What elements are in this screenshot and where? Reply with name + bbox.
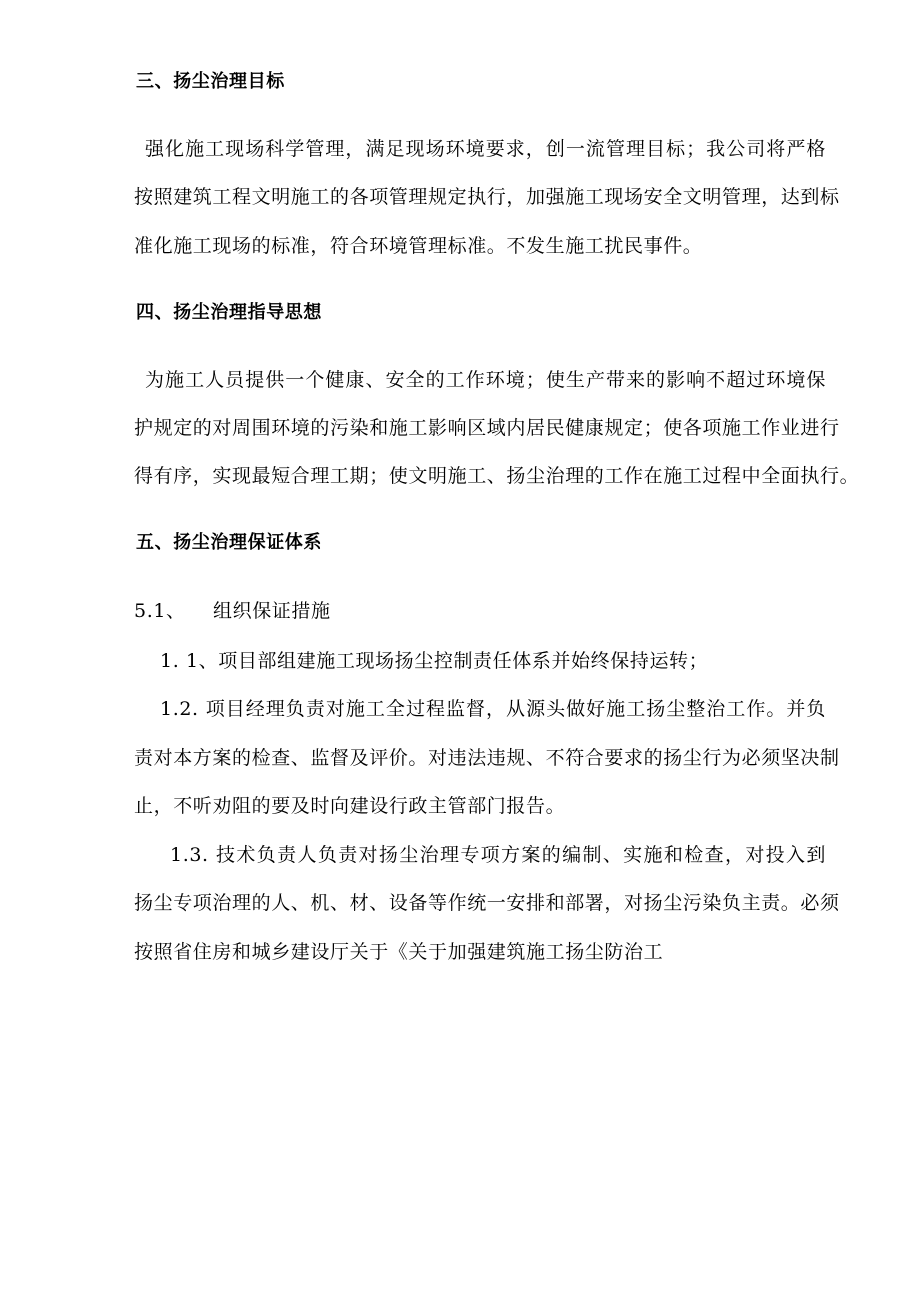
subsection-number: 5.1、 xyxy=(134,600,186,622)
paragraph-line: 扬尘专项治理的人、机、材、设备等作统一安排和部署，对扬尘污染负主责。必须 xyxy=(134,892,840,914)
paragraph-line: 止，不听劝阻的要及时向建设行政主管部门报告。 xyxy=(134,795,566,817)
paragraph-line: 得有序，实现最短合理工期；使文明施工、扬尘治理的工作在施工过程中全面执行。 xyxy=(134,465,860,487)
paragraph-line: 责对本方案的检查、监督及评价。对违法违规、不符合要求的扬尘行为必须坚决制 xyxy=(134,747,840,769)
paragraph-line: 为施工人员提供一个健康、安全的工作环境；使生产带来的影响不超过环境保 xyxy=(145,369,826,391)
paragraph-line: 1.2. 项目经理负责对施工全过程监督，从源头做好施工扬尘整治工作。并负 xyxy=(160,698,826,720)
paragraph-line: 护规定的对周围环境的污染和施工影响区域内居民健康规定；使各项施工作业进行 xyxy=(134,417,840,439)
section-heading: 五、扬尘治理保证体系 xyxy=(136,532,322,553)
paragraph-line: 强化施工现场科学管理，满足现场环境要求，创一流管理目标；我公司将严格 xyxy=(145,138,826,160)
paragraph-line: 按照建筑工程文明施工的各项管理规定执行，加强施工现场安全文明管理，达到标 xyxy=(134,186,840,208)
paragraph-line: 准化施工现场的标准，符合环境管理标准。不发生施工扰民事件。 xyxy=(134,235,703,257)
subsection-title: 组织保证措施 xyxy=(213,600,331,622)
list-item: 1. 1、项目部组建施工现场扬尘控制责任体系并始终保持运转； xyxy=(160,650,709,672)
paragraph-line: 1.3. 技术负责人负责对扬尘治理专项方案的编制、实施和检查，对投入到 xyxy=(170,844,826,866)
section-heading: 四、扬尘治理指导思想 xyxy=(136,302,322,323)
paragraph-line: 按照省住房和城乡建设厅关于《关于加强建筑施工扬尘防治工 xyxy=(134,941,664,963)
section-heading: 三、扬尘治理目标 xyxy=(136,71,285,92)
